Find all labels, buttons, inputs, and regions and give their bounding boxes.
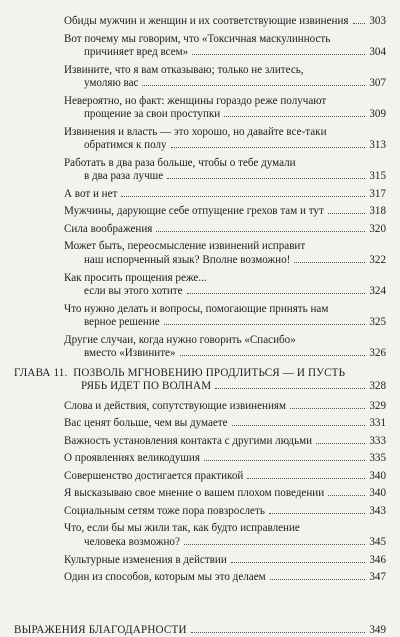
dot-leader	[171, 147, 366, 148]
toc-entry-title: Совершенство достигается практикой	[64, 469, 244, 482]
dot-leader	[184, 544, 365, 545]
toc-entry-title: Работать в два раза больше, чтобы о тебе думали	[64, 156, 296, 169]
dot-leader	[180, 355, 366, 356]
toc-entry-title: Мужчины, дарующие себе отпущение грехов там и тут	[64, 205, 324, 218]
toc-entry-title-cont: прощение за свои проступки	[84, 108, 221, 121]
toc-entry-title: Может быть, переосмысление извинений исправит	[64, 240, 306, 253]
toc-entry-title: Невероятно, но факт: женщины гораздо реже получают	[64, 94, 327, 107]
toc-entry-title-cont: человека возможно?	[84, 536, 180, 548]
toc-entry-title: Слова и действия, сопутствующие извинениям	[64, 399, 287, 412]
dot-leader	[224, 116, 365, 117]
toc-entry-title: Социальным сетям тоже пора повзрослеть	[64, 504, 265, 517]
toc-entry-page: 329	[369, 399, 386, 412]
toc-entry-title: О проявлениях великодушия	[64, 452, 200, 465]
toc-entry-page: 346	[369, 553, 386, 566]
chapter-page: 328	[369, 380, 386, 393]
toc-entry-page: 347	[369, 571, 386, 584]
toc-entry	[14, 303, 386, 330]
toc-entry	[14, 571, 386, 585]
toc-entry-title-cont: в два раза лучше	[84, 170, 164, 183]
dot-leader	[156, 231, 365, 232]
toc-entry	[14, 417, 386, 431]
dot-leader	[231, 562, 366, 563]
toc-entry	[14, 240, 386, 267]
toc-entry	[14, 400, 386, 414]
toc-entry-title: Один из способов, которым мы это делаем	[64, 571, 266, 584]
dot-leader	[167, 178, 365, 179]
toc-entry	[14, 157, 386, 184]
toc-entry-title: Я высказываю свое мнение о вашем плохом поведении	[64, 487, 325, 500]
dot-leader	[142, 85, 365, 86]
toc-entry-title: Что, если бы мы жили так, как будто исправление	[64, 522, 300, 535]
toc-entry-page: 313	[369, 139, 386, 152]
dot-leader	[270, 579, 366, 580]
toc-entry-title-cont: причиняет вред всем»	[84, 46, 189, 59]
toc-list	[14, 15, 386, 637]
toc-entry-title: Как просить прощения реже...	[64, 271, 207, 284]
toc-entry-page: 315	[369, 170, 386, 183]
dot-leader	[316, 443, 365, 444]
toc-entry	[14, 272, 386, 299]
chapter-title: ПОЗВОЛЬ МГНОВЕНИЮ ПРОДЛИТЬСЯ — И ПУСТЬ	[73, 366, 346, 379]
toc-entry	[14, 223, 386, 237]
toc-entry	[14, 15, 386, 29]
toc-entry-page: 309	[369, 108, 386, 121]
toc-entry	[14, 126, 386, 153]
dot-leader	[192, 54, 365, 55]
toc-entry-page: 325	[369, 316, 386, 329]
dot-leader	[269, 513, 365, 514]
dot-leader	[328, 213, 366, 214]
chapter-label: ГЛАВА 11.	[14, 366, 68, 379]
dot-leader	[164, 324, 366, 325]
toc-entry	[14, 554, 386, 568]
toc-entry	[14, 505, 386, 519]
dot-leader	[247, 478, 365, 479]
dot-leader	[121, 196, 365, 197]
toc-entry-title: Извинения и власть — это хорошо, но давайте все-таки	[64, 125, 327, 138]
acknowledgements-page: 349	[369, 623, 386, 636]
dot-leader	[353, 23, 366, 24]
toc-entry-title: Вас ценят больше, чем вы думаете	[64, 417, 228, 430]
toc-entry-page: 333	[369, 434, 386, 447]
toc-entry-title: Другие случаи, когда нужно говорить «Спасибо»	[64, 333, 296, 346]
toc-entry	[14, 205, 386, 219]
toc-entry-title-cont: умоляю вас	[84, 77, 139, 90]
toc-entry	[14, 452, 386, 466]
toc-chapter-heading	[14, 367, 386, 394]
toc-entry-page: 345	[369, 536, 386, 548]
toc-entry-page: 343	[369, 504, 386, 517]
toc-entry-page: 318	[369, 205, 386, 218]
toc-entry-page: 303	[369, 15, 386, 27]
toc-entry-page: 317	[369, 187, 386, 200]
toc-entry	[14, 487, 386, 501]
toc-entry-title-cont: если вы этого хотите	[84, 285, 183, 298]
toc-entry-page: 304	[369, 46, 386, 59]
toc-entry-page: 322	[369, 253, 386, 266]
toc-entry	[14, 435, 386, 449]
toc-entry-title: Культурные изменения в действии	[64, 553, 227, 566]
toc-entry-title: Вот почему мы говорим, что «Токсичная маскулинность	[64, 32, 331, 45]
toc-entry-title: Обиды мужчин и женщин и их соответствующие извинения	[64, 15, 349, 27]
dot-leader	[232, 425, 366, 426]
toc-entry	[14, 33, 386, 60]
toc-entry-title-cont: наш испорченный язык? Вполне возможно!	[84, 253, 291, 266]
toc-entry	[14, 188, 386, 202]
dot-leader	[204, 460, 365, 461]
toc-entry-page: 340	[369, 469, 386, 482]
acknowledgements-title: ВЫРАЖЕНИЯ БЛАГОДАРНОСТИ	[14, 623, 187, 636]
dot-leader	[290, 408, 365, 409]
toc-entry-page: 320	[369, 222, 386, 235]
chapter-title-cont: РЯБЬ ИДЕТ ПО ВОЛНАМ	[81, 380, 212, 393]
toc-entry-page: 335	[369, 452, 386, 465]
dot-leader	[328, 495, 365, 496]
toc-entry-title: А вот и нет	[64, 187, 118, 200]
toc-entry-page: 324	[369, 285, 386, 298]
toc-entry	[14, 522, 386, 549]
toc-entry-title: Важность установления контакта с другими людьми	[64, 434, 313, 447]
dot-leader	[294, 262, 365, 263]
toc-entry	[14, 64, 386, 91]
toc-entry-page: 331	[369, 417, 386, 430]
toc-entry-title: Что нужно делать и вопросы, помогающие принять нам	[64, 302, 329, 315]
toc-entry-page: 307	[369, 77, 386, 90]
toc-entry	[14, 470, 386, 484]
toc-entry-page: 326	[369, 347, 386, 360]
toc-entry-page: 340	[369, 487, 386, 500]
toc-entry-title-cont: вместо «Извините»	[84, 347, 176, 360]
toc-entry-title-cont: верное решение	[84, 316, 160, 329]
chapter-heading-line	[14, 367, 345, 381]
toc-entry-title: Извините, что я вам отказываю; только не злитесь,	[64, 63, 304, 76]
toc-entry-title-cont: обратимся к полу	[84, 139, 167, 152]
toc-back-matter	[14, 624, 386, 637]
toc-entry-title: Сила воображения	[64, 222, 153, 235]
dot-leader	[215, 388, 365, 389]
dot-leader	[187, 293, 366, 294]
toc-entry	[14, 95, 386, 122]
toc-entry	[14, 334, 386, 361]
dot-leader	[191, 632, 366, 633]
